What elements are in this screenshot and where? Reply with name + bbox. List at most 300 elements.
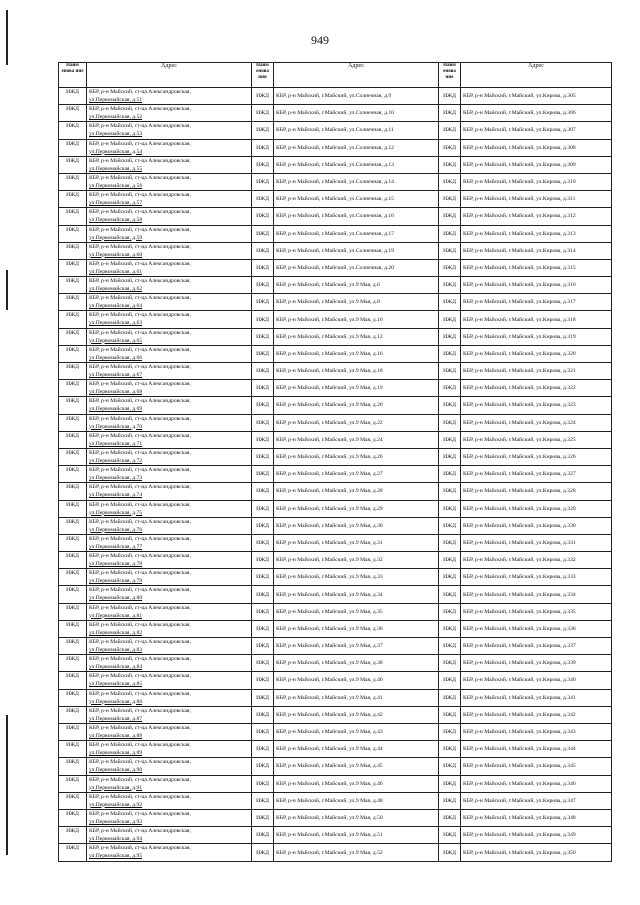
address-table — [58, 62, 612, 862]
row-type-cell: ИЖД — [439, 534, 461, 551]
row-type-cell: ИЖД — [59, 517, 87, 534]
row-type-cell: ИЖД — [252, 259, 274, 276]
row-address-cell — [87, 689, 252, 706]
row-address-cell: КБР, р-н Майский, г.Майский, ул.9 Мая, д.46 — [274, 775, 439, 792]
row-address-cell: КБР, р-н Майский, г.Майский, ул.9 Мая, д.30 — [274, 517, 439, 534]
row-type-cell: ИЖД — [59, 242, 87, 259]
row-type-cell: ИЖД — [252, 500, 274, 517]
address-line: КБР, р-н Майский, ст-ца Александровская, — [89, 467, 191, 474]
row-address-cell: КБР, р-н Майский, г.Майский, ул.Кирова, д.337 — [461, 638, 612, 655]
row-type-cell: ИЖД — [439, 827, 461, 844]
row-address-cell: КБР, р-н Майский, г.Майский, ул.Кирова, д.305 — [461, 88, 612, 105]
row-type-cell: ИЖД — [59, 792, 87, 809]
row-address-cell: КБР, р-н Майский, г.Майский, ул.9 Мая, д.10 — [274, 311, 439, 328]
row-type-cell: ИЖД — [439, 88, 461, 105]
table-row — [59, 397, 612, 414]
row-address-cell: КБР, р-н Майский, г.Майский, ул.Кирова, д.311 — [461, 191, 612, 208]
row-address-cell — [87, 225, 252, 242]
address-line: КБР, р-н Майский, ст-ца Александровская, — [89, 759, 191, 766]
address-line: КБР, р-н Майский, ст-ца Александровская, — [89, 656, 191, 663]
address-line: ул.Первомайская, д.55 — [89, 165, 143, 172]
row-address-cell: КБР, р-н Майский, г.Майский, ул.9 Мая, д.44 — [274, 741, 439, 758]
row-type-cell: ИЖД — [59, 586, 87, 603]
table-row — [59, 500, 612, 517]
address-line: ул.Первомайская, д.73 — [89, 475, 143, 482]
table-row — [59, 758, 612, 775]
row-address-cell — [87, 827, 252, 844]
scan-edge-mark-top — [6, 10, 8, 65]
row-address-cell: КБР, р-н Майский, г.Майский, ул.Кирова, д.323 — [461, 397, 612, 414]
row-address-cell: КБР, р-н Майский, г.Майский, ул.Кирова, д.316 — [461, 277, 612, 294]
row-type-cell: ИЖД — [439, 311, 461, 328]
row-type-cell: ИЖД — [59, 191, 87, 208]
address-line: ул.Первомайская, д.89 — [89, 750, 143, 757]
row-type-cell: ИЖД — [252, 534, 274, 551]
address-line: КБР, р-н Майский, ст-ца Александровская, — [89, 364, 191, 370]
row-type-cell: ИЖД — [59, 225, 87, 242]
address-line: КБР, р-н Майский, ст-ца Александровская, — [89, 621, 191, 628]
row-type-cell: ИЖД — [252, 672, 274, 689]
header-address-col-1: Адрес — [87, 63, 252, 88]
row-type-cell: ИЖД — [252, 706, 274, 723]
address-line: ул.Первомайская, д.77 — [89, 543, 143, 550]
row-address-cell: КБР, р-н Майский, г.Майский, ул.9 Мая, д.31 — [274, 534, 439, 551]
address-line: ул.Первомайская, д.64 — [89, 303, 143, 310]
row-type-cell: ИЖД — [439, 225, 461, 242]
row-address-cell: КБР, р-н Майский, г.Майский, ул.Кирова, д.314 — [461, 242, 612, 259]
table-row — [59, 242, 612, 259]
row-type-cell: ИЖД — [59, 483, 87, 500]
address-line: КБР, р-н Майский, ст-ца Александровская, — [89, 381, 191, 388]
row-type-cell: ИЖД — [252, 741, 274, 758]
row-address-cell — [87, 277, 252, 294]
row-type-cell: ИЖД — [59, 363, 87, 380]
row-address-cell: КБР, р-н Майский, г.Майский, ул.Кирова, д.317 — [461, 294, 612, 311]
row-type-cell: ИЖД — [252, 225, 274, 242]
row-type-cell: ИЖД — [252, 294, 274, 311]
address-line: ул.Первомайская, д.76 — [89, 526, 143, 533]
row-address-cell: КБР, р-н Майский, г.Майский, ул.Кирова, д.326 — [461, 448, 612, 465]
row-address-cell: КБР, р-н Майский, г.Майский, ул.Кирова, д.339 — [461, 655, 612, 672]
address-line: КБР, р-н Майский, ст-ца Александровская, — [89, 604, 191, 611]
address-line: ул.Первомайская, д.63 — [89, 320, 143, 327]
row-type-cell: ИЖД — [252, 620, 274, 637]
address-line: ул.Первомайская, д.79 — [89, 578, 143, 585]
address-line: ул.Первомайская, д.95 — [89, 853, 143, 860]
row-type-cell: ИЖД — [59, 706, 87, 723]
row-address-cell: КБР, р-н Майский, г.Майский, ул.Кирова, д.340 — [461, 672, 612, 689]
address-line: ул.Первомайская, д.78 — [89, 561, 143, 568]
address-line: ул.Первомайская, д.62 — [89, 286, 143, 293]
row-type-cell: ИЖД — [439, 277, 461, 294]
address-line: ул.Первомайская, д.70 — [89, 423, 143, 430]
address-line: КБР, р-н Майский, ст-ца Александровская, — [89, 226, 191, 233]
row-type-cell: ИЖД — [439, 242, 461, 259]
row-type-cell: ИЖД — [252, 208, 274, 225]
address-line: ул.Первомайская, д.61 — [89, 268, 143, 275]
address-line: ул.Первомайская, д.81 — [89, 612, 143, 619]
table-row — [59, 345, 612, 362]
address-line: ул.Первомайская, д.58 — [89, 217, 143, 224]
row-address-cell: КБР, р-н Майский, г.Майский, ул.9 Мая, д.22 — [274, 414, 439, 431]
row-address-cell: КБР, р-н Майский, г.Майский, ул.Кирова, д.306 — [461, 105, 612, 122]
row-type-cell: ИЖД — [59, 414, 87, 431]
row-type-cell: ИЖД — [439, 483, 461, 500]
address-line: ул.Первомайская, д.75 — [89, 509, 143, 516]
address-line: КБР, р-н Майский, ст-ца Александровская, — [89, 106, 191, 113]
row-address-cell: КБР, р-н Майский, г.Майский, ул.Кирова, д.334 — [461, 586, 612, 603]
address-line: КБР, р-н Майский, ст-ца Александровская, — [89, 312, 191, 319]
row-type-cell: ИЖД — [59, 173, 87, 190]
row-address-cell: КБР, р-н Майский, г.Майский, ул.Кирова, д.309 — [461, 156, 612, 173]
scan-edge-mark-bottom — [6, 715, 8, 855]
table-row — [59, 208, 612, 225]
row-type-cell: ИЖД — [439, 431, 461, 448]
address-line: ул.Первомайская, д.67 — [89, 372, 143, 378]
row-type-cell: ИЖД — [252, 191, 274, 208]
row-address-cell: КБР, р-н Майский, г.Майский, ул.Солнечная, д.15 — [274, 191, 439, 208]
row-address-cell: КБР, р-н Майский, г.Майский, ул.9 Мая, д.20 — [274, 397, 439, 414]
row-type-cell: ИЖД — [252, 156, 274, 173]
row-type-cell: ИЖД — [59, 775, 87, 792]
row-address-cell: КБР, р-н Майский, г.Майский, ул.Солнечная, д.17 — [274, 225, 439, 242]
row-type-cell: ИЖД — [252, 775, 274, 792]
row-address-cell: КБР, р-н Майский, г.Майский, ул.Кирова, д.343 — [461, 723, 612, 740]
row-type-cell: ИЖД — [252, 569, 274, 586]
row-type-cell: ИЖД — [59, 844, 87, 862]
address-line: ул.Первомайская, д.91 — [89, 784, 143, 791]
row-type-cell: ИЖД — [439, 191, 461, 208]
table-row — [59, 259, 612, 276]
row-address-cell: КБР, р-н Майский, г.Майский, ул.9 Мая, д.28 — [274, 483, 439, 500]
row-type-cell: ИЖД — [252, 397, 274, 414]
row-type-cell: ИЖД — [252, 655, 274, 672]
table-row — [59, 225, 612, 242]
address-line: КБР, р-н Майский, ст-ца Александровская, — [89, 535, 191, 542]
row-address-cell: КБР, р-н Майский, г.Майский, ул.Кирова, д.333 — [461, 569, 612, 586]
row-address-cell — [87, 397, 252, 414]
table-header-row — [59, 63, 612, 88]
table-row — [59, 586, 612, 603]
row-address-cell: КБР, р-н Майский, г.Майский, ул.9 Мая, д.45 — [274, 758, 439, 775]
row-address-cell: КБР, р-н Майский, г.Майский, ул.Кирова, д.342 — [461, 706, 612, 723]
row-address-cell: КБР, р-н Майский, г.Майский, ул.Солнечная, д.10 — [274, 105, 439, 122]
row-address-cell: КБР, р-н Майский, г.Майский, ул.Кирова, д.349 — [461, 827, 612, 844]
row-address-cell: КБР, р-н Майский, г.Майский, ул.Солнечная, д.20 — [274, 259, 439, 276]
row-address-cell — [87, 534, 252, 551]
address-line: ул.Первомайская, д.60 — [89, 251, 143, 258]
row-type-cell: ИЖД — [439, 105, 461, 122]
address-line: КБР, р-н Майский, ст-ца Александровская, — [89, 140, 191, 147]
row-type-cell: ИЖД — [252, 758, 274, 775]
address-line: ул.Первомайская, д.87 — [89, 715, 143, 722]
row-type-cell: ИЖД — [439, 208, 461, 225]
table-row — [59, 431, 612, 448]
row-address-cell: КБР, р-н Майский, г.Майский, ул.Солнечная, д.9 — [274, 88, 439, 105]
address-line: КБР, р-н Майский, ст-ца Александровская, — [89, 707, 191, 714]
header-type-col-3: Наим енова ние — [439, 63, 461, 88]
address-line: ул.Первомайская, д.65 — [89, 337, 143, 344]
row-address-cell: КБР, р-н Майский, г.Майский, ул.Кирова, д.318 — [461, 311, 612, 328]
row-address-cell — [87, 723, 252, 740]
row-type-cell: ИЖД — [252, 277, 274, 294]
row-type-cell: ИЖД — [59, 689, 87, 706]
row-type-cell: ИЖД — [59, 156, 87, 173]
row-type-cell: ИЖД — [439, 569, 461, 586]
table-row — [59, 466, 612, 483]
address-line: ул.Первомайская, д.83 — [89, 647, 143, 653]
row-type-cell: ИЖД — [59, 88, 87, 105]
row-type-cell: ИЖД — [439, 809, 461, 826]
address-line: КБР, р-н Майский, ст-ца Александровская, — [89, 501, 191, 508]
row-address-cell: КБР, р-н Майский, г.Майский, ул.Кирова, д.315 — [461, 259, 612, 276]
row-address-cell: КБР, р-н Майский, г.Майский, ул.9 Мая, д.52 — [274, 844, 439, 862]
address-line: ул.Первомайская, д.68 — [89, 389, 143, 396]
row-address-cell — [87, 88, 252, 105]
row-address-cell — [87, 500, 252, 517]
table-row — [59, 792, 612, 809]
table-row — [59, 569, 612, 586]
row-address-cell — [87, 191, 252, 208]
row-address-cell — [87, 173, 252, 190]
row-address-cell: КБР, р-н Майский, г.Майский, ул.9 Мая, д.12 — [274, 328, 439, 345]
row-address-cell: КБР, р-н Майский, г.Майский, ул.Кирова, д.307 — [461, 122, 612, 139]
address-line: КБР, р-н Майский, ст-ца Александровская, — [89, 157, 191, 164]
row-type-cell: ИЖД — [59, 723, 87, 740]
row-type-cell: ИЖД — [252, 448, 274, 465]
table-row — [59, 294, 612, 311]
row-type-cell: ИЖД — [59, 741, 87, 758]
address-line: КБР, р-н Майский, ст-ца Александровская, — [89, 724, 191, 731]
row-address-cell — [87, 122, 252, 139]
row-type-cell: ИЖД — [59, 294, 87, 311]
row-type-cell: ИЖД — [439, 397, 461, 414]
address-line: ул.Первомайская, д.69 — [89, 406, 143, 413]
row-type-cell: ИЖД — [59, 534, 87, 551]
row-address-cell: КБР, р-н Майский, г.Майский, ул.Кирова, д.347 — [461, 792, 612, 809]
row-type-cell: ИЖД — [252, 105, 274, 122]
row-address-cell: КБР, р-н Майский, г.Майский, ул.Кирова, д.310 — [461, 173, 612, 190]
row-address-cell — [87, 552, 252, 569]
row-address-cell — [87, 294, 252, 311]
row-address-cell: КБР, р-н Майский, г.Майский, ул.9 Мая, д.43 — [274, 723, 439, 740]
row-address-cell — [87, 380, 252, 397]
address-line: ул.Первомайская, д.88 — [89, 732, 143, 739]
row-address-cell: КБР, р-н Майский, г.Майский, ул.Солнечная, д.13 — [274, 156, 439, 173]
row-address-cell: КБР, р-н Майский, г.Майский, ул.Кирова, д.320 — [461, 345, 612, 362]
row-address-cell: КБР, р-н Майский, г.Майский, ул.9 Мая, д.8 — [274, 294, 439, 311]
table-body — [59, 88, 612, 862]
row-address-cell: КБР, р-н Майский, г.Майский, ул.9 Мая, д.26 — [274, 448, 439, 465]
address-line: КБР, р-н Майский, ст-ца Александровская, — [89, 192, 191, 199]
row-address-cell: КБР, р-н Майский, г.Майский, ул.Кирова, д.327 — [461, 466, 612, 483]
table-row — [59, 139, 612, 156]
row-address-cell: КБР, р-н Майский, г.Майский, ул.Кирова, д.335 — [461, 603, 612, 620]
address-line: ул.Первомайская, д.57 — [89, 200, 143, 207]
row-address-cell — [87, 775, 252, 792]
row-type-cell: ИЖД — [59, 345, 87, 362]
row-type-cell: ИЖД — [252, 173, 274, 190]
header-address-col-2: Адрес — [274, 63, 439, 88]
row-address-cell: КБР, р-н Майский, г.Майский, ул.Кирова, д.336 — [461, 620, 612, 637]
row-address-cell — [87, 105, 252, 122]
row-address-cell: КБР, р-н Майский, г.Майский, ул.9 Мая, д.36 — [274, 620, 439, 637]
row-type-cell: ИЖД — [59, 328, 87, 345]
row-address-cell — [87, 792, 252, 809]
row-address-cell: КБР, р-н Майский, г.Майский, ул.9 Мая, д.34 — [274, 586, 439, 603]
row-type-cell: ИЖД — [439, 792, 461, 809]
table-row — [59, 380, 612, 397]
address-line: КБР, р-н Майский, ст-ца Александровская, — [89, 570, 191, 577]
row-address-cell: КБР, р-н Майский, г.Майский, ул.Кирова, д.350 — [461, 844, 612, 862]
row-address-cell — [87, 672, 252, 689]
address-line: КБР, р-н Майский, ст-ца Александровская, — [89, 553, 191, 560]
row-type-cell: ИЖД — [252, 483, 274, 500]
table-row — [59, 620, 612, 637]
table-row — [59, 534, 612, 551]
row-type-cell: ИЖД — [439, 620, 461, 637]
address-line: КБР, р-н Майский, ст-ца Александровская, — [89, 742, 191, 749]
address-line: ул.Первомайская, д.94 — [89, 836, 143, 843]
table-row — [59, 105, 612, 122]
table-row — [59, 689, 612, 706]
row-address-cell: КБР, р-н Майский, г.Майский, ул.9 Мая, д.24 — [274, 431, 439, 448]
table-row — [59, 328, 612, 345]
row-address-cell — [87, 156, 252, 173]
row-address-cell — [87, 414, 252, 431]
row-address-cell: КБР, р-н Майский, г.Майский, ул.9 Мая, д.32 — [274, 552, 439, 569]
row-address-cell — [87, 208, 252, 225]
address-line: КБР, р-н Майский, ст-ца Александровская, — [89, 295, 191, 302]
row-address-cell: КБР, р-н Майский, г.Майский, ул.9 Мая, д.35 — [274, 603, 439, 620]
row-type-cell: ИЖД — [252, 792, 274, 809]
row-type-cell: ИЖД — [59, 827, 87, 844]
row-type-cell: ИЖД — [252, 689, 274, 706]
row-type-cell: ИЖД — [252, 517, 274, 534]
table-row — [59, 363, 612, 380]
row-address-cell: КБР, р-н Майский, г.Майский, ул.Кирова, д.322 — [461, 380, 612, 397]
row-type-cell: ИЖД — [59, 638, 87, 655]
row-address-cell: КБР, р-н Майский, г.Майский, ул.9 Мая, д.51 — [274, 827, 439, 844]
row-address-cell — [87, 139, 252, 156]
row-type-cell: ИЖД — [439, 345, 461, 362]
row-address-cell — [87, 363, 252, 380]
address-line: ул.Первомайская, д.74 — [89, 492, 143, 499]
table-row — [59, 448, 612, 465]
row-address-cell: КБР, р-н Майский, г.Майский, ул.9 Мая, д.37 — [274, 638, 439, 655]
table-row — [59, 311, 612, 328]
row-type-cell: ИЖД — [59, 672, 87, 689]
table-row — [59, 552, 612, 569]
row-type-cell: ИЖД — [59, 397, 87, 414]
address-line: КБР, р-н Майский, ст-ца Александровская, — [89, 89, 191, 95]
row-address-cell: КБР, р-н Майский, г.Майский, ул.Кирова, д.324 — [461, 414, 612, 431]
table-row — [59, 156, 612, 173]
address-line: КБР, р-н Майский, ст-ца Александровская, — [89, 793, 191, 800]
address-line: ул.Первомайская, д.54 — [89, 148, 143, 155]
address-line: ул.Первомайская, д.56 — [89, 182, 143, 189]
row-address-cell — [87, 311, 252, 328]
row-type-cell: ИЖД — [439, 294, 461, 311]
table-row — [59, 827, 612, 844]
address-line: КБР, р-н Майский, ст-ца Александровская, — [89, 673, 191, 680]
address-line: ул.Первомайская, д.72 — [89, 457, 143, 464]
address-line: КБР, р-н Майский, ст-ца Александровская, — [89, 484, 191, 491]
row-address-cell: КБР, р-н Майский, г.Майский, ул.Солнечная, д.14 — [274, 173, 439, 190]
row-type-cell: ИЖД — [439, 638, 461, 655]
address-line: ул.Первомайская, д.53 — [89, 131, 143, 138]
row-type-cell: ИЖД — [59, 259, 87, 276]
row-address-cell — [87, 809, 252, 826]
address-line: ул.Первомайская, д.52 — [89, 114, 143, 121]
row-type-cell: ИЖД — [59, 208, 87, 225]
row-type-cell: ИЖД — [59, 552, 87, 569]
address-line: КБР, р-н Майский, ст-ца Александровская, — [89, 690, 191, 697]
row-type-cell: ИЖД — [59, 655, 87, 672]
row-type-cell: ИЖД — [59, 311, 87, 328]
row-address-cell — [87, 259, 252, 276]
row-address-cell — [87, 431, 252, 448]
row-type-cell: ИЖД — [439, 603, 461, 620]
row-type-cell: ИЖД — [439, 655, 461, 672]
row-type-cell: ИЖД — [252, 586, 274, 603]
header-type-col-2: Наим енова ния — [252, 63, 274, 88]
row-type-cell: ИЖД — [252, 638, 274, 655]
row-address-cell: КБР, р-н Майский, г.Майский, ул.Солнечная, д.16 — [274, 208, 439, 225]
table-row — [59, 173, 612, 190]
table-row — [59, 723, 612, 740]
row-address-cell — [87, 655, 252, 672]
row-type-cell: ИЖД — [439, 259, 461, 276]
row-type-cell: ИЖД — [252, 345, 274, 362]
row-address-cell: КБР, р-н Майский, г.Майский, ул.9 Мая, д.6 — [274, 277, 439, 294]
row-address-cell: КБР, р-н Майский, г.Майский, ул.Кирова, д.345 — [461, 758, 612, 775]
row-address-cell: КБР, р-н Майский, г.Майский, ул.Кирова, д.313 — [461, 225, 612, 242]
row-address-cell: КБР, р-н Майский, г.Майский, ул.Кирова, д.308 — [461, 139, 612, 156]
row-type-cell: ИЖД — [252, 380, 274, 397]
row-type-cell: ИЖД — [59, 105, 87, 122]
table-row — [59, 655, 612, 672]
scan-edge-mark-middle — [6, 270, 8, 310]
row-type-cell: ИЖД — [439, 758, 461, 775]
header-address-col-3: Адрес — [461, 63, 612, 88]
row-type-cell: ИЖД — [439, 586, 461, 603]
row-address-cell: КБР, р-н Майский, г.Майский, ул.Кирова, д.325 — [461, 431, 612, 448]
address-line: КБР, р-н Майский, ст-ца Александровская, — [89, 329, 191, 336]
row-address-cell — [87, 603, 252, 620]
row-address-cell — [87, 586, 252, 603]
table-row — [59, 672, 612, 689]
table-row — [59, 844, 612, 862]
row-type-cell: ИЖД — [59, 277, 87, 294]
row-address-cell — [87, 638, 252, 655]
row-type-cell: ИЖД — [59, 431, 87, 448]
row-type-cell: ИЖД — [439, 328, 461, 345]
row-type-cell: ИЖД — [59, 620, 87, 637]
table-row — [59, 483, 612, 500]
row-address-cell — [87, 328, 252, 345]
address-line: КБР, р-н Майский, ст-ца Александровская, — [89, 828, 191, 835]
row-address-cell — [87, 466, 252, 483]
row-address-cell — [87, 844, 252, 862]
row-type-cell: ИЖД — [59, 758, 87, 775]
row-type-cell: ИЖД — [252, 552, 274, 569]
row-type-cell: ИЖД — [439, 173, 461, 190]
row-address-cell — [87, 517, 252, 534]
table-row — [59, 414, 612, 431]
row-type-cell: ИЖД — [252, 139, 274, 156]
address-line: КБР, р-н Майский, ст-ца Александровская, — [89, 346, 191, 353]
